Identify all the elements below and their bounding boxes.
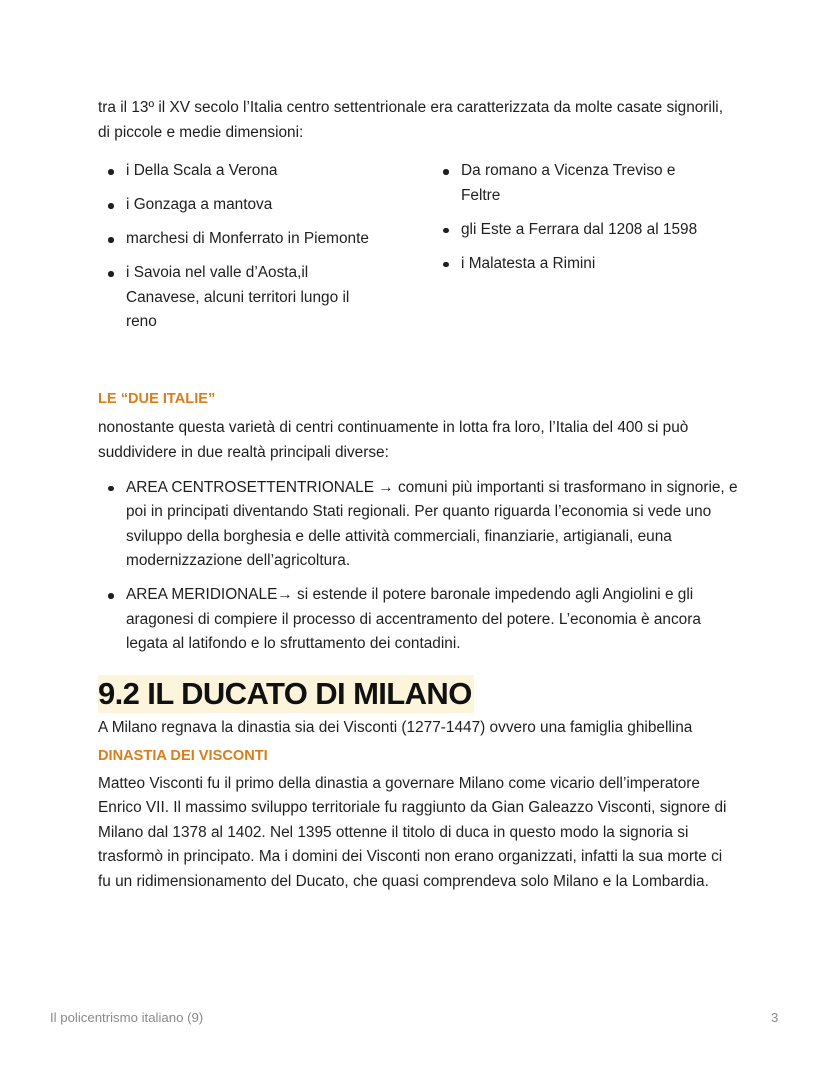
- list-item: i Savoia nel valle d’Aosta,il Canavese, alcuni territori lungo il reno: [98, 261, 376, 335]
- families-right-column: [433, 159, 738, 286]
- list-item: i Della Scala a Verona: [98, 159, 376, 184]
- list-item: AREA MERIDIONALE→ si estende il potere baronale impedendo agli Angiolini e gli aragonesi di compiere il processo di accentramento del potere. L’economia è ancora legata al latifondo e lo sfruttamento dei contadini.: [98, 583, 738, 657]
- list-item: gli Este a Ferrara dal 1208 al 1598: [433, 218, 701, 243]
- section-title-ducato: 9.2 IL DUCATO DI MILANO: [98, 676, 472, 712]
- families-left-list: [98, 159, 433, 335]
- families-left-column: [98, 159, 433, 344]
- intro-paragraph: tra il 13º il XV secolo l’Italia centro settentrionale era caratterizzata da molte casate signorili, di piccole e medie dimensioni:: [98, 99, 723, 141]
- footer-title: Il policentrismo italiano (9): [50, 1010, 204, 1025]
- list-item: AREA CENTROSETTENTRIONALE → comuni più importanti si trasformano in signorie, e poi in principati diventando Stati regionali. Per quanto riguarda l’economia si vede uno sviluppo della borghesia e delle attività commerciali, finanziarie, artigianali, euna modernizzazione dell’agricoltura.: [98, 476, 738, 574]
- families-columns: [98, 159, 738, 344]
- list-item: i Gonzaga a mantova: [98, 193, 376, 218]
- due-italie-paragraph: nonostante questa varietà di centri continuamente in lotta fra loro, l’Italia del 400 si può suddividere in due realtà principali diverse:: [98, 419, 689, 461]
- visconti-paragraph: Matteo Visconti fu il primo della dinastia a governare Milano come vicario dell’imperatore Enrico VII. Il massimo sviluppo territoriale fu raggiunto da Gian Galeazzo Visconti, signore di Milano dal 1378 al 1402. Nel 1395 ottenne il titolo di duca in questo modo la signoria si trasformò in principato. Ma i domini dei Visconti non erano organizzati, infatti la sua morte ci fu un ridimensionamento del Ducato, che quasi comprendeva solo Milano e la Lombardia.: [98, 774, 727, 891]
- list-item: Da romano a Vicenza Treviso e Feltre: [433, 159, 701, 208]
- page-number: 3: [771, 1010, 779, 1025]
- ducato-intro-paragraph: A Milano regnava la dinastia sia dei Visconti (1277-1447) ovvero una famiglia ghibellina: [98, 719, 693, 737]
- list-item: marchesi di Monferrato in Piemonte: [98, 227, 426, 252]
- section-heading-due-italie: LE “DUE ITALIE”: [98, 391, 216, 408]
- section-title-wrapper: [98, 675, 738, 713]
- list-item: i Malatesta a Rimini: [433, 252, 701, 277]
- families-right-list: [433, 159, 738, 276]
- page-content: [98, 96, 738, 895]
- due-italie-list: [98, 476, 738, 658]
- section-heading-visconti: DINASTIA DEI VISCONTI: [98, 747, 268, 764]
